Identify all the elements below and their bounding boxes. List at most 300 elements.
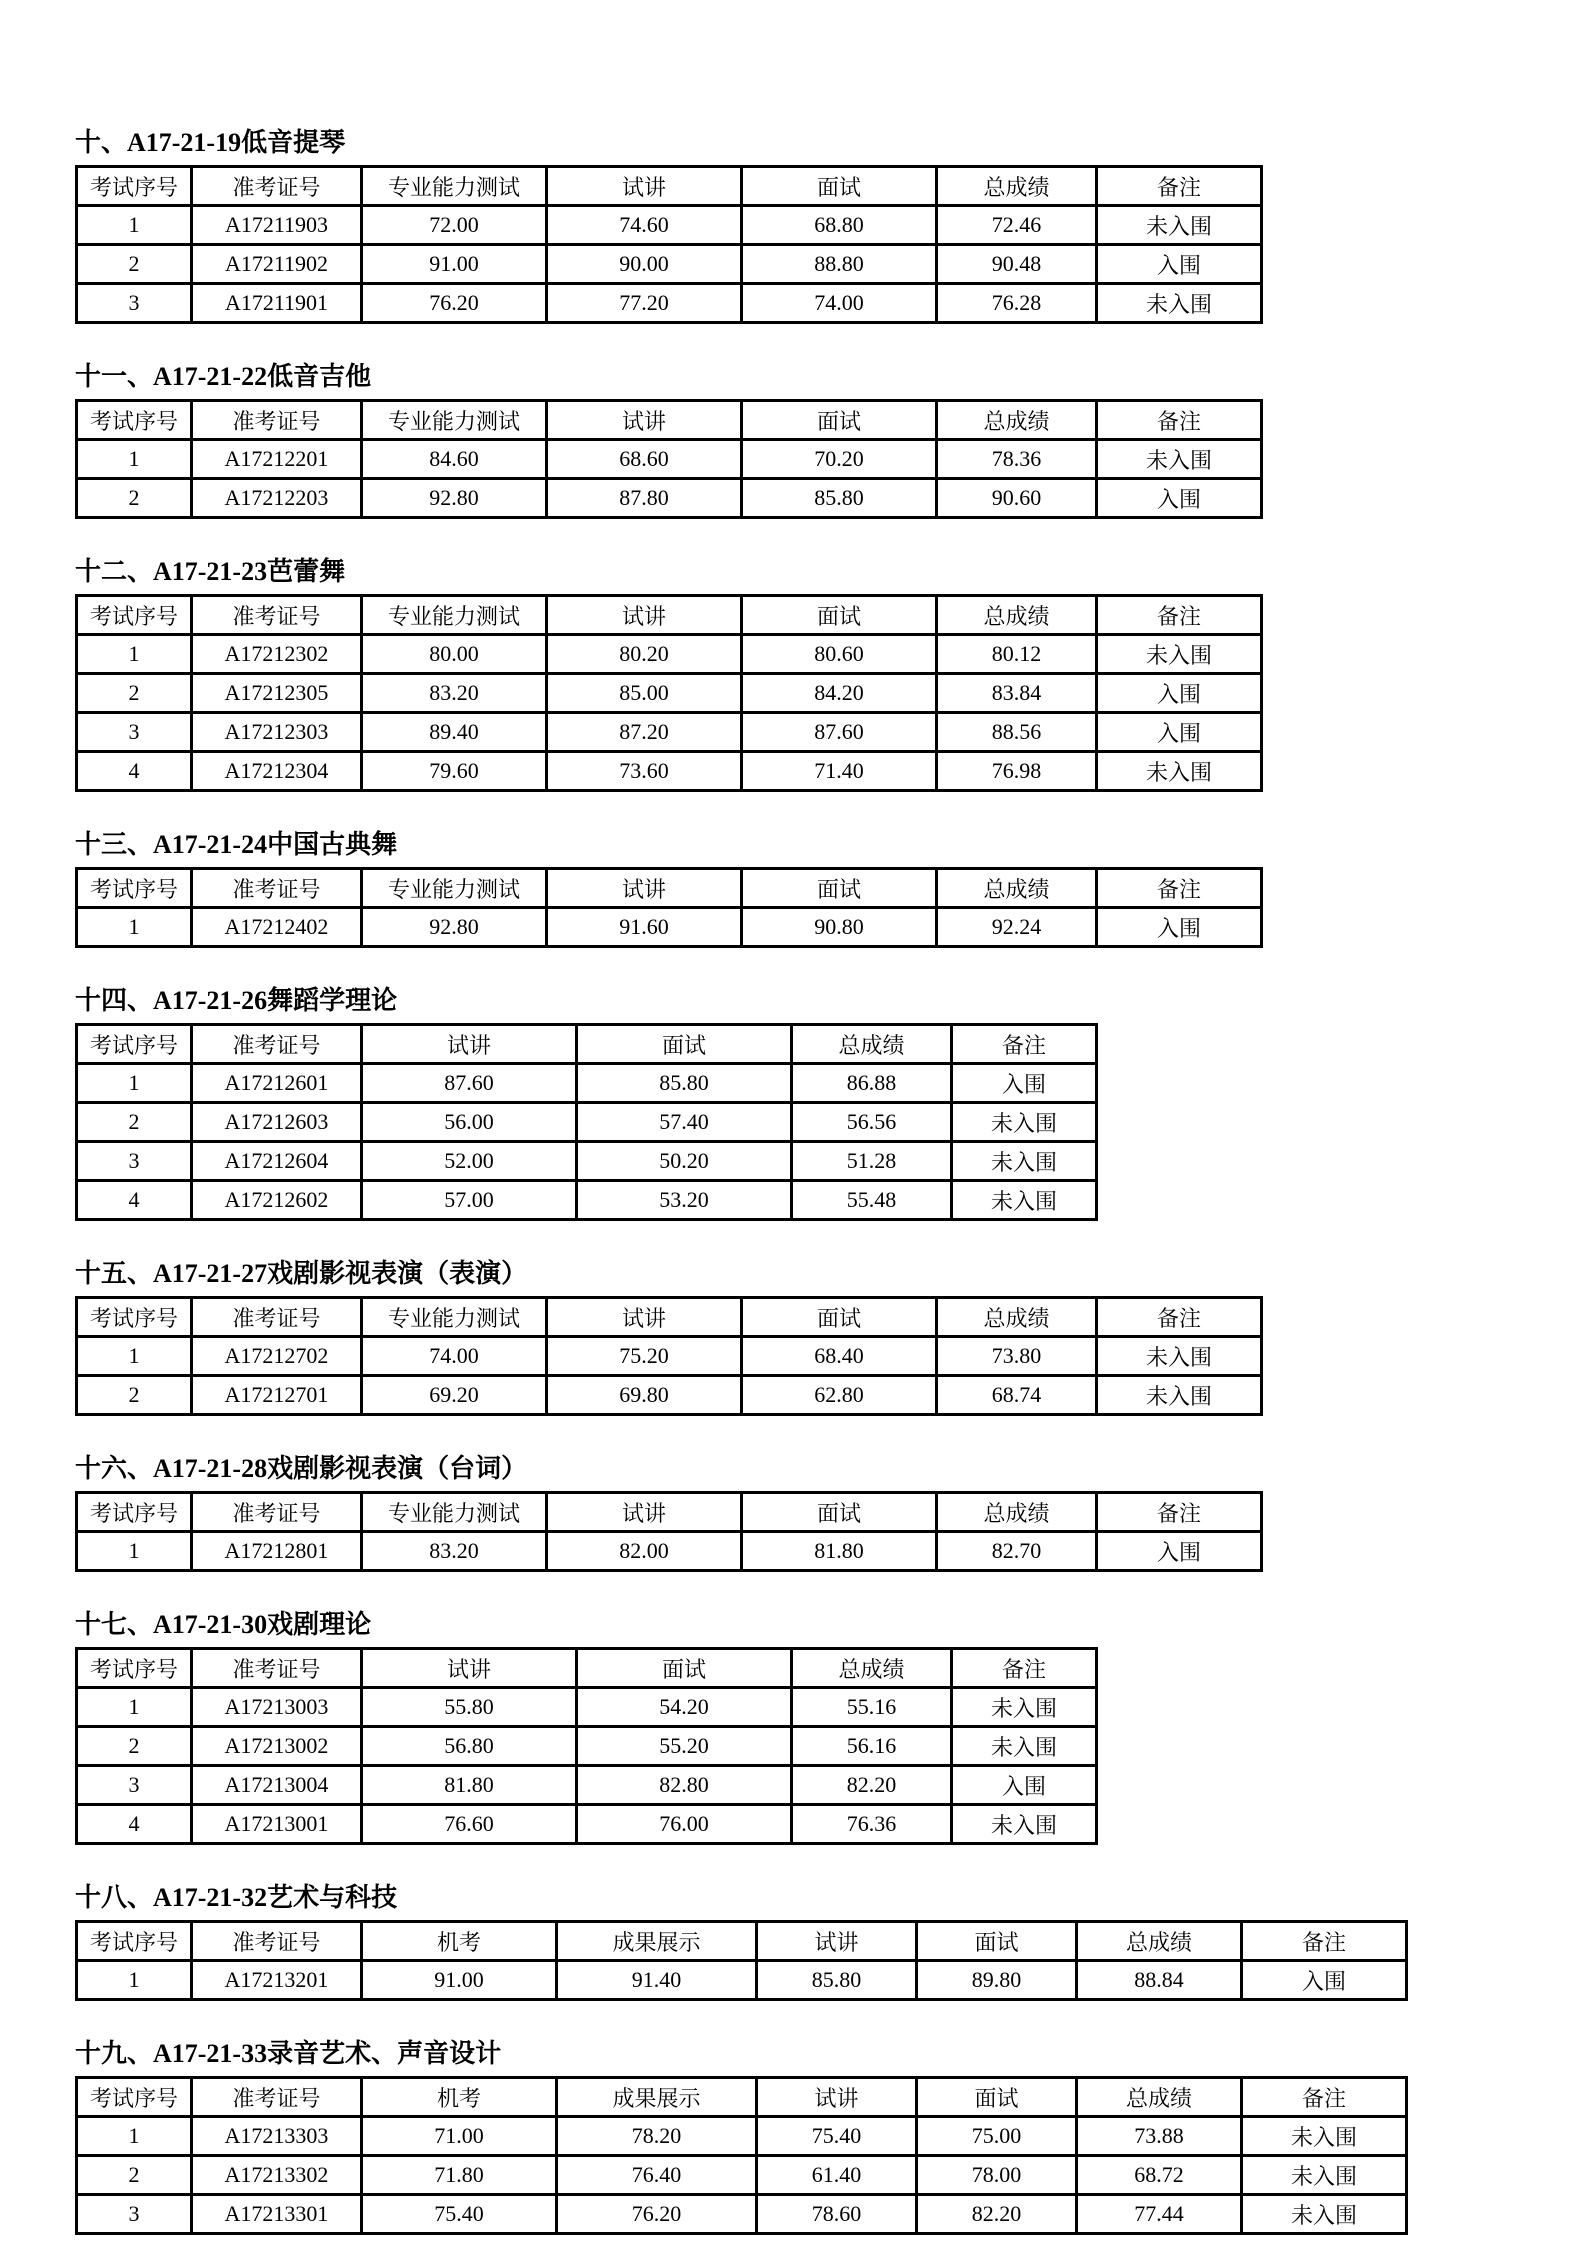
cell: 1 (77, 2117, 192, 2156)
cell: 87.60 (362, 1064, 577, 1103)
cell: A17212303 (192, 713, 362, 752)
cell: 入围 (1097, 674, 1262, 713)
cell: 90.60 (937, 479, 1097, 518)
cell: 70.20 (742, 440, 937, 479)
cell: A17213303 (192, 2117, 362, 2156)
cell: 56.56 (792, 1103, 952, 1142)
cell: 88.84 (1077, 1961, 1242, 2000)
column-header: 总成绩 (937, 167, 1097, 206)
cell: 68.40 (742, 1337, 937, 1376)
cell: 84.20 (742, 674, 937, 713)
column-header: 备注 (1097, 401, 1262, 440)
column-header: 总成绩 (937, 1298, 1097, 1337)
column-header: 总成绩 (1077, 2078, 1242, 2117)
column-header: 面试 (742, 869, 937, 908)
column-header: 专业能力测试 (362, 1493, 547, 1532)
section-title: 十七、A17-21-30戏剧理论 (75, 1610, 372, 1639)
column-header: 总成绩 (937, 596, 1097, 635)
cell: 入围 (952, 1766, 1097, 1805)
cell: 80.00 (362, 635, 547, 674)
table-row (77, 674, 1262, 713)
cell: 56.00 (362, 1103, 577, 1142)
column-header: 考试序号 (77, 1025, 192, 1064)
cell: 68.80 (742, 206, 937, 245)
cell: A17211902 (192, 245, 362, 284)
column-header: 面试 (742, 596, 937, 635)
cell: A17213301 (192, 2195, 362, 2234)
cell: 未入围 (1097, 635, 1262, 674)
table-row (77, 1688, 1097, 1727)
table-body (77, 1688, 1097, 1844)
cell: 50.20 (577, 1142, 792, 1181)
column-header: 总成绩 (1077, 1922, 1242, 1961)
column-header: 考试序号 (77, 1298, 192, 1337)
cell: A17212203 (192, 479, 362, 518)
cell: 1 (77, 1532, 192, 1571)
cell: 72.46 (937, 206, 1097, 245)
section-title: 十八、A17-21-32艺术与科技 (75, 1883, 398, 1912)
header-row (77, 1649, 1097, 1688)
cell: 82.00 (547, 1532, 742, 1571)
results-table (75, 1647, 1098, 1845)
header-row (77, 1298, 1262, 1337)
cell: 88.80 (742, 245, 937, 284)
cell: 3 (77, 713, 192, 752)
table-body (77, 206, 1262, 323)
cell: A17212402 (192, 908, 362, 947)
cell: 1 (77, 1688, 192, 1727)
column-header: 准考证号 (192, 1649, 362, 1688)
column-header: 试讲 (547, 869, 742, 908)
column-header: 准考证号 (192, 1493, 362, 1532)
cell: 75.40 (362, 2195, 557, 2234)
cell: 53.20 (577, 1181, 792, 1220)
cell: 2 (77, 674, 192, 713)
cell: 85.80 (577, 1064, 792, 1103)
table-body (77, 1337, 1262, 1415)
column-header: 试讲 (547, 167, 742, 206)
cell: 4 (77, 1805, 192, 1844)
cell: 62.80 (742, 1376, 937, 1415)
cell: A17212702 (192, 1337, 362, 1376)
cell: 入围 (1097, 1532, 1262, 1571)
cell: 81.80 (742, 1532, 937, 1571)
cell: 80.12 (937, 635, 1097, 674)
cell: 入围 (1097, 479, 1262, 518)
exam-section (75, 1610, 1587, 1845)
cell: 71.00 (362, 2117, 557, 2156)
results-table (75, 1491, 1263, 1572)
table-row (77, 908, 1262, 947)
cell: 76.00 (577, 1805, 792, 1844)
cell: 90.00 (547, 245, 742, 284)
cell: 68.72 (1077, 2156, 1242, 2195)
cell: 2 (77, 479, 192, 518)
cell: 74.00 (742, 284, 937, 323)
cell: 未入围 (1097, 752, 1262, 791)
column-header: 试讲 (547, 1493, 742, 1532)
column-header: 备注 (952, 1025, 1097, 1064)
cell: 入围 (1097, 713, 1262, 752)
table-row (77, 206, 1262, 245)
cell: 82.70 (937, 1532, 1097, 1571)
cell: 61.40 (757, 2156, 917, 2195)
table-row (77, 1181, 1097, 1220)
column-header: 试讲 (757, 2078, 917, 2117)
column-header: 试讲 (362, 1649, 577, 1688)
column-header: 面试 (577, 1025, 792, 1064)
cell: 55.80 (362, 1688, 577, 1727)
cell: 87.20 (547, 713, 742, 752)
cell: 1 (77, 635, 192, 674)
cell: A17213302 (192, 2156, 362, 2195)
cell: 89.80 (917, 1961, 1077, 2000)
cell: A17212604 (192, 1142, 362, 1181)
cell: 79.60 (362, 752, 547, 791)
column-header: 准考证号 (192, 1025, 362, 1064)
table-row (77, 1805, 1097, 1844)
table-row (77, 1064, 1097, 1103)
column-header: 考试序号 (77, 1493, 192, 1532)
cell: 未入围 (1097, 284, 1262, 323)
cell: A17212302 (192, 635, 362, 674)
table-row (77, 1961, 1407, 2000)
cell: 69.80 (547, 1376, 742, 1415)
column-header: 准考证号 (192, 596, 362, 635)
cell: 75.40 (757, 2117, 917, 2156)
cell: 1 (77, 908, 192, 947)
cell: 78.20 (557, 2117, 757, 2156)
cell: 78.36 (937, 440, 1097, 479)
table-body (77, 1532, 1262, 1571)
cell: 88.56 (937, 713, 1097, 752)
table-row (77, 284, 1262, 323)
cell: 2 (77, 1103, 192, 1142)
cell: A17212601 (192, 1064, 362, 1103)
column-header: 准考证号 (192, 869, 362, 908)
cell: 55.20 (577, 1727, 792, 1766)
cell: 87.60 (742, 713, 937, 752)
cell: 92.80 (362, 908, 547, 947)
cell: 91.60 (547, 908, 742, 947)
cell: 84.60 (362, 440, 547, 479)
cell: 75.20 (547, 1337, 742, 1376)
column-header: 备注 (1097, 596, 1262, 635)
cell: 2 (77, 245, 192, 284)
column-header: 备注 (1097, 869, 1262, 908)
cell: 82.20 (792, 1766, 952, 1805)
cell: 71.40 (742, 752, 937, 791)
cell: 2 (77, 2156, 192, 2195)
cell: 51.28 (792, 1142, 952, 1181)
section-title: 十五、A17-21-27戏剧影视表演（表演） (75, 1259, 528, 1288)
table-row (77, 1532, 1262, 1571)
column-header: 面试 (742, 401, 937, 440)
cell: 未入围 (952, 1805, 1097, 1844)
cell: 55.16 (792, 1688, 952, 1727)
exam-section (75, 128, 1587, 324)
column-header: 准考证号 (192, 2078, 362, 2117)
exam-section (75, 1259, 1587, 1416)
header-row (77, 596, 1262, 635)
column-header: 机考 (362, 2078, 557, 2117)
column-header: 总成绩 (792, 1649, 952, 1688)
cell: 81.80 (362, 1766, 577, 1805)
cell: 78.60 (757, 2195, 917, 2234)
header-row (77, 1493, 1262, 1532)
column-header: 面试 (577, 1649, 792, 1688)
cell: 69.20 (362, 1376, 547, 1415)
cell: 3 (77, 284, 192, 323)
cell: 57.00 (362, 1181, 577, 1220)
exam-section (75, 1883, 1587, 2001)
table-row (77, 479, 1262, 518)
cell: 52.00 (362, 1142, 577, 1181)
column-header: 面试 (917, 2078, 1077, 2117)
cell: 71.80 (362, 2156, 557, 2195)
table-body (77, 2117, 1407, 2234)
column-header: 面试 (742, 167, 937, 206)
cell: 未入围 (1242, 2195, 1407, 2234)
table-row (77, 2195, 1407, 2234)
column-header: 试讲 (547, 596, 742, 635)
section-title: 十六、A17-21-28戏剧影视表演（台词） (75, 1454, 528, 1483)
section-title: 十三、A17-21-24中国古典舞 (75, 830, 398, 859)
table-row (77, 1376, 1262, 1415)
cell: 82.20 (917, 2195, 1077, 2234)
cell: 未入围 (952, 1103, 1097, 1142)
column-header: 准考证号 (192, 1298, 362, 1337)
table-row (77, 2117, 1407, 2156)
cell: A17213002 (192, 1727, 362, 1766)
cell: 76.40 (557, 2156, 757, 2195)
cell: 未入围 (952, 1688, 1097, 1727)
column-header: 专业能力测试 (362, 167, 547, 206)
section-title: 十一、A17-21-22低音吉他 (75, 362, 372, 391)
exam-section (75, 362, 1587, 519)
cell: 80.20 (547, 635, 742, 674)
cell: 1 (77, 440, 192, 479)
column-header: 总成绩 (937, 869, 1097, 908)
table-body (77, 1961, 1407, 2000)
table-row (77, 1337, 1262, 1376)
cell: 未入围 (1242, 2156, 1407, 2195)
header-row (77, 167, 1262, 206)
cell: A17213004 (192, 1766, 362, 1805)
column-header: 专业能力测试 (362, 869, 547, 908)
column-header: 成果展示 (557, 2078, 757, 2117)
cell: 73.80 (937, 1337, 1097, 1376)
column-header: 准考证号 (192, 1922, 362, 1961)
cell: 82.80 (577, 1766, 792, 1805)
results-table (75, 2076, 1408, 2235)
cell: 未入围 (1097, 206, 1262, 245)
cell: 91.00 (362, 1961, 557, 2000)
header-row (77, 1922, 1407, 1961)
header-row (77, 2078, 1407, 2117)
table-body (77, 635, 1262, 791)
column-header: 成果展示 (557, 1922, 757, 1961)
cell: A17212304 (192, 752, 362, 791)
cell: 未入围 (952, 1727, 1097, 1766)
cell: 3 (77, 2195, 192, 2234)
cell: 1 (77, 1337, 192, 1376)
cell: 90.48 (937, 245, 1097, 284)
cell: 80.60 (742, 635, 937, 674)
column-header: 考试序号 (77, 401, 192, 440)
cell: 3 (77, 1766, 192, 1805)
cell: 77.20 (547, 284, 742, 323)
column-header: 试讲 (547, 1298, 742, 1337)
column-header: 备注 (952, 1649, 1097, 1688)
exam-section (75, 1454, 1587, 1572)
cell: 72.00 (362, 206, 547, 245)
cell: 73.60 (547, 752, 742, 791)
cell: 83.20 (362, 1532, 547, 1571)
column-header: 试讲 (757, 1922, 917, 1961)
table-body (77, 440, 1262, 518)
column-header: 总成绩 (937, 1493, 1097, 1532)
cell: 入围 (1097, 245, 1262, 284)
cell: 入围 (1097, 908, 1262, 947)
results-table (75, 867, 1263, 948)
cell: A17212305 (192, 674, 362, 713)
cell: A17211901 (192, 284, 362, 323)
cell: A17212701 (192, 1376, 362, 1415)
table-row (77, 1142, 1097, 1181)
cell: 92.24 (937, 908, 1097, 947)
cell: A17212602 (192, 1181, 362, 1220)
table-row (77, 752, 1262, 791)
cell: 54.20 (577, 1688, 792, 1727)
column-header: 备注 (1242, 1922, 1407, 1961)
results-table (75, 1920, 1408, 2001)
cell: 91.40 (557, 1961, 757, 2000)
results-table (75, 399, 1263, 519)
column-header: 面试 (742, 1493, 937, 1532)
cell: 4 (77, 1181, 192, 1220)
section-title: 十九、A17-21-33录音艺术、声音设计 (75, 2039, 502, 2068)
cell: 75.00 (917, 2117, 1077, 2156)
cell: 1 (77, 1064, 192, 1103)
column-header: 专业能力测试 (362, 1298, 547, 1337)
results-table (75, 1023, 1098, 1221)
section-title: 十四、A17-21-26舞蹈学理论 (75, 986, 398, 1015)
cell: 77.44 (1077, 2195, 1242, 2234)
exam-section (75, 557, 1587, 792)
cell: A17213003 (192, 1688, 362, 1727)
cell: 1 (77, 1961, 192, 2000)
header-row (77, 1025, 1097, 1064)
header-row (77, 401, 1262, 440)
cell: A17212201 (192, 440, 362, 479)
cell: 68.74 (937, 1376, 1097, 1415)
table-row (77, 2156, 1407, 2195)
cell: 入围 (1242, 1961, 1407, 2000)
table-row (77, 1766, 1097, 1805)
cell: 76.36 (792, 1805, 952, 1844)
table-row (77, 1103, 1097, 1142)
cell: 76.20 (557, 2195, 757, 2234)
cell: 90.80 (742, 908, 937, 947)
column-header: 专业能力测试 (362, 596, 547, 635)
table-body (77, 908, 1262, 947)
cell: A17211903 (192, 206, 362, 245)
cell: 76.20 (362, 284, 547, 323)
cell: 4 (77, 752, 192, 791)
cell: 87.80 (547, 479, 742, 518)
results-table (75, 594, 1263, 792)
cell: 91.00 (362, 245, 547, 284)
cell: 85.80 (757, 1961, 917, 2000)
results-table (75, 1296, 1263, 1416)
cell: A17213201 (192, 1961, 362, 2000)
column-header: 面试 (917, 1922, 1077, 1961)
column-header: 总成绩 (937, 401, 1097, 440)
column-header: 面试 (742, 1298, 937, 1337)
cell: 86.88 (792, 1064, 952, 1103)
exam-section (75, 830, 1587, 948)
cell: 未入围 (1097, 440, 1262, 479)
column-header: 准考证号 (192, 167, 362, 206)
cell: A17212603 (192, 1103, 362, 1142)
column-header: 专业能力测试 (362, 401, 547, 440)
cell: 83.20 (362, 674, 547, 713)
section-title: 十二、A17-21-23芭蕾舞 (75, 557, 346, 586)
column-header: 备注 (1097, 1493, 1262, 1532)
section-title: 十、A17-21-19低音提琴 (75, 128, 346, 157)
cell: 3 (77, 1142, 192, 1181)
column-header: 准考证号 (192, 401, 362, 440)
cell: 未入围 (1242, 2117, 1407, 2156)
column-header: 机考 (362, 1922, 557, 1961)
cell: 未入围 (952, 1181, 1097, 1220)
table-body (77, 1064, 1097, 1220)
cell: 56.16 (792, 1727, 952, 1766)
cell: 56.80 (362, 1727, 577, 1766)
cell: 78.00 (917, 2156, 1077, 2195)
cell: 1 (77, 206, 192, 245)
cell: 57.40 (577, 1103, 792, 1142)
cell: A17213001 (192, 1805, 362, 1844)
column-header: 考试序号 (77, 1922, 192, 1961)
table-row (77, 1727, 1097, 1766)
exam-section (75, 2039, 1587, 2235)
cell: 76.98 (937, 752, 1097, 791)
column-header: 试讲 (362, 1025, 577, 1064)
cell: 55.48 (792, 1181, 952, 1220)
cell: 未入围 (1097, 1337, 1262, 1376)
cell: 未入围 (952, 1142, 1097, 1181)
table-row (77, 440, 1262, 479)
cell: 2 (77, 1376, 192, 1415)
table-row (77, 713, 1262, 752)
table-row (77, 635, 1262, 674)
cell: 89.40 (362, 713, 547, 752)
column-header: 备注 (1097, 1298, 1262, 1337)
cell: 74.00 (362, 1337, 547, 1376)
exam-section (75, 986, 1587, 1221)
cell: 68.60 (547, 440, 742, 479)
cell: 85.80 (742, 479, 937, 518)
column-header: 考试序号 (77, 1649, 192, 1688)
results-table (75, 165, 1263, 324)
cell: 92.80 (362, 479, 547, 518)
cell: 76.60 (362, 1805, 577, 1844)
cell: 76.28 (937, 284, 1097, 323)
column-header: 考试序号 (77, 869, 192, 908)
column-header: 考试序号 (77, 2078, 192, 2117)
